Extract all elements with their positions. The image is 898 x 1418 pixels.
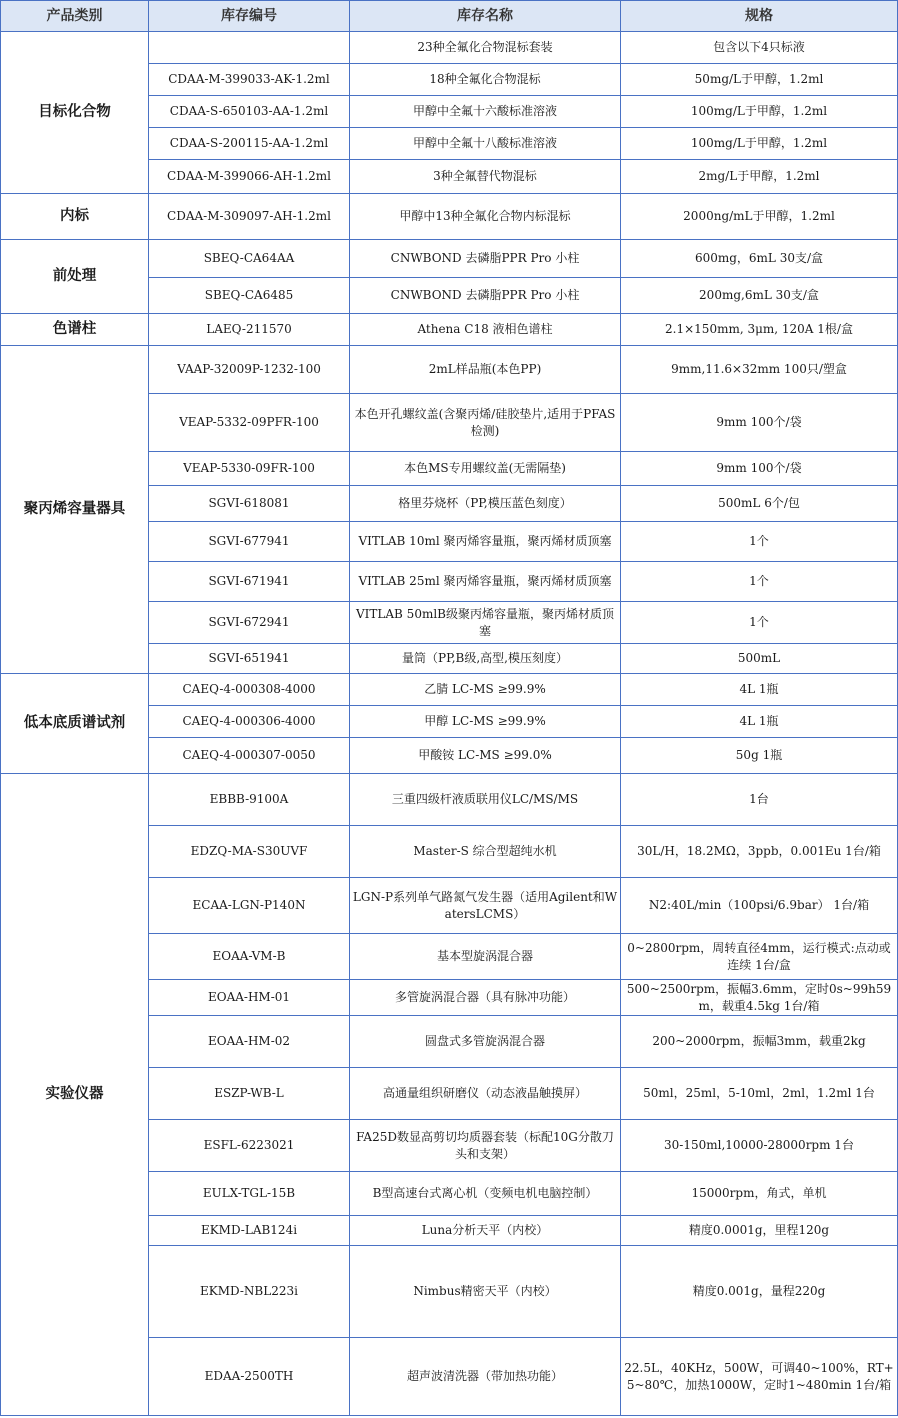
spec-cell: 500mL [621, 644, 898, 674]
stock-code-cell: CAEQ-4-000306-4000 [149, 706, 350, 738]
stock-code-cell: CDAA-S-200115-AA-1.2ml [149, 128, 350, 160]
stock-code-cell: EOAA-HM-02 [149, 1016, 350, 1068]
header-specification: 规格 [621, 1, 898, 32]
table-body [1, 32, 898, 1416]
stock-code-cell: CAEQ-4-000308-4000 [149, 674, 350, 706]
stock-name-cell: 本色MS专用螺纹盖(无需隔垫) [350, 452, 621, 486]
stock-name-cell: 甲醇中全氟十六酸标准溶液 [350, 96, 621, 128]
spec-cell: 包含以下4只标液 [621, 32, 898, 64]
spec-cell: 30L/H，18.2MΩ，3ppb，0.001Eu 1台/箱 [621, 826, 898, 878]
stock-code-cell: ECAA-LGN-P140N [149, 878, 350, 934]
spec-cell: 100mg/L于甲醇，1.2ml [621, 96, 898, 128]
spec-cell: 50mg/L于甲醇，1.2ml [621, 64, 898, 96]
stock-name-cell: Master-S 综合型超纯水机 [350, 826, 621, 878]
stock-name-cell: LGN-P系列单气路氮气发生器（适用Agilent和WatersLCMS） [350, 878, 621, 934]
spec-cell: N2:40L/min（100psi/6.9bar） 1台/箱 [621, 878, 898, 934]
stock-name-cell: 23种全氟化合物混标套装 [350, 32, 621, 64]
stock-name-cell: FA25D数显高剪切均质器套装（标配10G分散刀头和支架） [350, 1120, 621, 1172]
stock-code-cell [149, 32, 350, 64]
table-row [1, 240, 898, 278]
spec-cell: 100mg/L于甲醇，1.2ml [621, 128, 898, 160]
stock-code-cell: VEAP-5332-09PFR-100 [149, 394, 350, 452]
stock-name-cell: 甲酸铵 LC-MS ≥99.0% [350, 738, 621, 774]
stock-name-cell: 格里芬烧杯（PP,模压蓝色刻度） [350, 486, 621, 522]
spec-cell: 精度0.0001g，里程120g [621, 1216, 898, 1246]
spec-cell: 2.1×150mm, 3μm, 120A 1根/盒 [621, 314, 898, 346]
stock-code-cell: EDAA-2500TH [149, 1338, 350, 1416]
category-cell: 目标化合物 [1, 32, 149, 194]
spec-cell: 600mg，6mL 30支/盒 [621, 240, 898, 278]
spec-cell: 500mL 6个/包 [621, 486, 898, 522]
stock-code-cell: EKMD-LAB124i [149, 1216, 350, 1246]
table-row [1, 194, 898, 240]
stock-code-cell: SGVI-677941 [149, 522, 350, 562]
stock-code-cell: ESFL-6223021 [149, 1120, 350, 1172]
stock-name-cell: 多管旋涡混合器（具有脉冲功能） [350, 980, 621, 1016]
spec-cell: 200mg,6mL 30支/盒 [621, 278, 898, 314]
stock-name-cell: 圆盘式多管旋涡混合器 [350, 1016, 621, 1068]
spec-cell: 0~2800rpm，周转直径4mm，运行模式:点动或连续 1台/盒 [621, 934, 898, 980]
stock-name-cell: VITLAB 10ml 聚丙烯容量瓶，聚丙烯材质顶塞 [350, 522, 621, 562]
stock-name-cell: 甲醇中全氟十八酸标准溶液 [350, 128, 621, 160]
header-row [1, 1, 898, 32]
stock-name-cell: 三重四级杆液质联用仪LC/MS/MS [350, 774, 621, 826]
spec-cell: 500~2500rpm，振幅3.6mm，定时0s~99h59m，载重4.5kg 1台/箱 [621, 980, 898, 1016]
stock-code-cell: SGVI-618081 [149, 486, 350, 522]
spec-cell: 15000rpm，角式，单机 [621, 1172, 898, 1216]
stock-name-cell: 超声波清洗器（带加热功能） [350, 1338, 621, 1416]
stock-code-cell: CDAA-S-650103-AA-1.2ml [149, 96, 350, 128]
stock-code-cell: VAAP-32009P-1232-100 [149, 346, 350, 394]
category-cell: 实验仪器 [1, 774, 149, 1416]
stock-name-cell: Luna分析天平（内校） [350, 1216, 621, 1246]
stock-code-cell: EOAA-VM-B [149, 934, 350, 980]
stock-name-cell: 18种全氟化合物混标 [350, 64, 621, 96]
spec-cell: 4L 1瓶 [621, 674, 898, 706]
stock-name-cell: CNWBOND 去磷脂PPR Pro 小柱 [350, 278, 621, 314]
spec-cell: 4L 1瓶 [621, 706, 898, 738]
spec-cell: 1台 [621, 774, 898, 826]
category-cell: 低本底质谱试剂 [1, 674, 149, 774]
header-stock-name: 库存名称 [350, 1, 621, 32]
stock-name-cell: VITLAB 50mlB级聚丙烯容量瓶，聚丙烯材质顶塞 [350, 602, 621, 644]
stock-name-cell: 2mL样品瓶(本色PP) [350, 346, 621, 394]
stock-name-cell: 3种全氟替代物混标 [350, 160, 621, 194]
stock-name-cell: 甲醇 LC-MS ≥99.9% [350, 706, 621, 738]
spec-cell: 9mm,11.6×32mm 100只/塑盒 [621, 346, 898, 394]
stock-code-cell: CAEQ-4-000307-0050 [149, 738, 350, 774]
stock-name-cell: 甲醇中13种全氟化合物内标混标 [350, 194, 621, 240]
stock-code-cell: EULX-TGL-15B [149, 1172, 350, 1216]
spec-cell: 30-150ml,10000-28000rpm 1台 [621, 1120, 898, 1172]
stock-code-cell: SGVI-651941 [149, 644, 350, 674]
table-row [1, 32, 898, 64]
stock-code-cell: VEAP-5330-09FR-100 [149, 452, 350, 486]
spec-cell: 50ml，25ml，5-10ml，2ml，1.2ml 1台 [621, 1068, 898, 1120]
stock-name-cell: Athena C18 液相色谱柱 [350, 314, 621, 346]
category-cell: 内标 [1, 194, 149, 240]
table-row [1, 314, 898, 346]
category-cell: 聚丙烯容量器具 [1, 346, 149, 674]
table-header [1, 1, 898, 32]
spec-cell: 9mm 100个/袋 [621, 394, 898, 452]
table-row [1, 674, 898, 706]
stock-name-cell: 量筒（PP,B级,高型,模压刻度） [350, 644, 621, 674]
stock-name-cell: 基本型旋涡混合器 [350, 934, 621, 980]
spec-cell: 精度0.001g，量程220g [621, 1246, 898, 1338]
spec-cell: 2mg/L于甲醇，1.2ml [621, 160, 898, 194]
spec-cell: 2000ng/mL于甲醇，1.2ml [621, 194, 898, 240]
spec-cell: 50g 1瓶 [621, 738, 898, 774]
category-cell: 色谱柱 [1, 314, 149, 346]
header-category: 产品类别 [1, 1, 149, 32]
stock-name-cell: 高通量组织研磨仪（动态液晶触摸屏） [350, 1068, 621, 1120]
spec-cell: 1个 [621, 602, 898, 644]
table-row [1, 346, 898, 394]
stock-name-cell: 本色开孔螺纹盖(含聚丙烯/硅胶垫片,适用于PFAS检测) [350, 394, 621, 452]
stock-name-cell: CNWBOND 去磷脂PPR Pro 小柱 [350, 240, 621, 278]
stock-name-cell: VITLAB 25ml 聚丙烯容量瓶，聚丙烯材质顶塞 [350, 562, 621, 602]
stock-name-cell: B型高速台式离心机（变频电机电脑控制） [350, 1172, 621, 1216]
stock-code-cell: SGVI-671941 [149, 562, 350, 602]
stock-code-cell: LAEQ-211570 [149, 314, 350, 346]
spec-cell: 1个 [621, 522, 898, 562]
spec-cell: 22.5L，40KHz，500W，可调40~100%，RT+5~80℃，加热1000W，定时1~480min 1台/箱 [621, 1338, 898, 1416]
spec-cell: 9mm 100个/袋 [621, 452, 898, 486]
stock-code-cell: SBEQ-CA64AA [149, 240, 350, 278]
stock-code-cell: CDAA-M-309097-AH-1.2ml [149, 194, 350, 240]
stock-code-cell: EBBB-9100A [149, 774, 350, 826]
stock-code-cell: EKMD-NBL223i [149, 1246, 350, 1338]
category-cell: 前处理 [1, 240, 149, 314]
stock-code-cell: CDAA-M-399066-AH-1.2ml [149, 160, 350, 194]
stock-code-cell: CDAA-M-399033-AK-1.2ml [149, 64, 350, 96]
stock-code-cell: EDZQ-MA-S30UVF [149, 826, 350, 878]
spec-cell: 1个 [621, 562, 898, 602]
spec-cell: 200~2000rpm，振幅3mm，载重2kg [621, 1016, 898, 1068]
table-row [1, 774, 898, 826]
stock-name-cell: 乙腈 LC-MS ≥99.9% [350, 674, 621, 706]
stock-code-cell: EOAA-HM-01 [149, 980, 350, 1016]
stock-code-cell: SGVI-672941 [149, 602, 350, 644]
header-stock-code: 库存编号 [149, 1, 350, 32]
stock-code-cell: ESZP-WB-L [149, 1068, 350, 1120]
stock-code-cell: SBEQ-CA6485 [149, 278, 350, 314]
stock-name-cell: Nimbus精密天平（内校） [350, 1246, 621, 1338]
